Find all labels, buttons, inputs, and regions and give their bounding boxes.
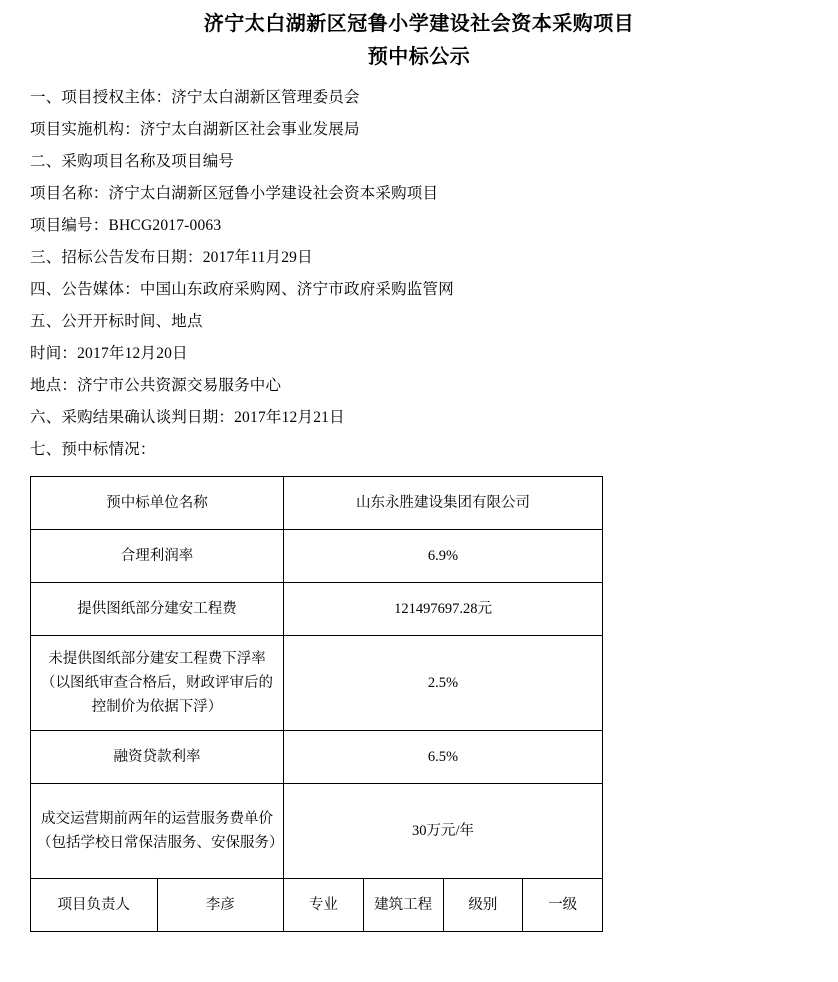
bid-result-table-wrapper — [26, 476, 812, 932]
paragraph-9: 时间：2017年12月20日 — [30, 345, 188, 362]
table-row — [31, 477, 603, 530]
table-row — [31, 731, 603, 784]
table-cell-value: 121497697.28元 — [284, 583, 603, 636]
table-row-footer — [31, 879, 603, 932]
table-row — [31, 530, 603, 583]
document-title-line1: 济宁太白湖新区冠鲁小学建设社会资本采购项目 — [203, 13, 635, 35]
table-cell-label: 提供图纸部分建安工程费 — [31, 583, 284, 636]
table-cell-grade-value: 一级 — [523, 879, 603, 932]
table-row — [31, 583, 603, 636]
table-row — [31, 636, 603, 731]
table-cell-major-value: 建筑工程 — [363, 879, 443, 932]
bid-result-table — [30, 476, 603, 932]
table-cell-value: 2.5% — [284, 636, 603, 731]
paragraph-10: 地点：济宁市公共资源交易服务中心 — [30, 377, 282, 394]
table-cell-manager-name: 李彦 — [157, 879, 284, 932]
table-cell-grade-label: 级别 — [443, 879, 523, 932]
paragraph-12: 七、预中标情况： — [30, 441, 156, 458]
paragraph-5: 项目编号：BHCG2017-0063 — [30, 217, 222, 234]
table-cell-label: 未提供图纸部分建安工程费下浮率（以图纸审查合格后，财政评审后的控制价为依据下浮） — [31, 636, 284, 731]
table-cell-label: 预中标单位名称 — [31, 477, 284, 530]
paragraph-2: 项目实施机构：济宁太白湖新区社会事业发展局 — [30, 121, 360, 138]
paragraph-3: 二、采购项目名称及项目编号 — [30, 153, 235, 170]
table-cell-label: 成交运营期前两年的运营服务费单价（包括学校日常保洁服务、安保服务） — [31, 784, 284, 879]
paragraph-1: 一、项目授权主体：济宁太白湖新区管理委员会 — [30, 89, 360, 106]
table-cell-value: 30万元/年 — [284, 784, 603, 879]
table-cell-label: 融资贷款利率 — [31, 731, 284, 784]
table-cell-value: 6.9% — [284, 530, 603, 583]
paragraph-4: 项目名称：济宁太白湖新区冠鲁小学建设社会资本采购项目 — [30, 185, 439, 202]
table-cell-label: 合理利润率 — [31, 530, 284, 583]
table-cell-manager-label: 项目负责人 — [31, 879, 158, 932]
table-cell-value: 6.5% — [284, 731, 603, 784]
document-title-line2: 预中标公示 — [367, 46, 471, 68]
paragraph-8: 五、公开开标时间、地点 — [30, 313, 203, 330]
paragraph-7: 四、公告媒体：中国山东政府采购网、济宁市政府采购监管网 — [30, 281, 454, 298]
table-cell-value: 山东永胜建设集团有限公司 — [284, 477, 603, 530]
paragraph-6: 三、招标公告发布日期：2017年11月29日 — [30, 249, 313, 266]
table-cell-major-label: 专业 — [284, 879, 364, 932]
paragraph-11: 六、采购结果确认谈判日期：2017年12月21日 — [30, 409, 345, 426]
table-row — [31, 784, 603, 879]
